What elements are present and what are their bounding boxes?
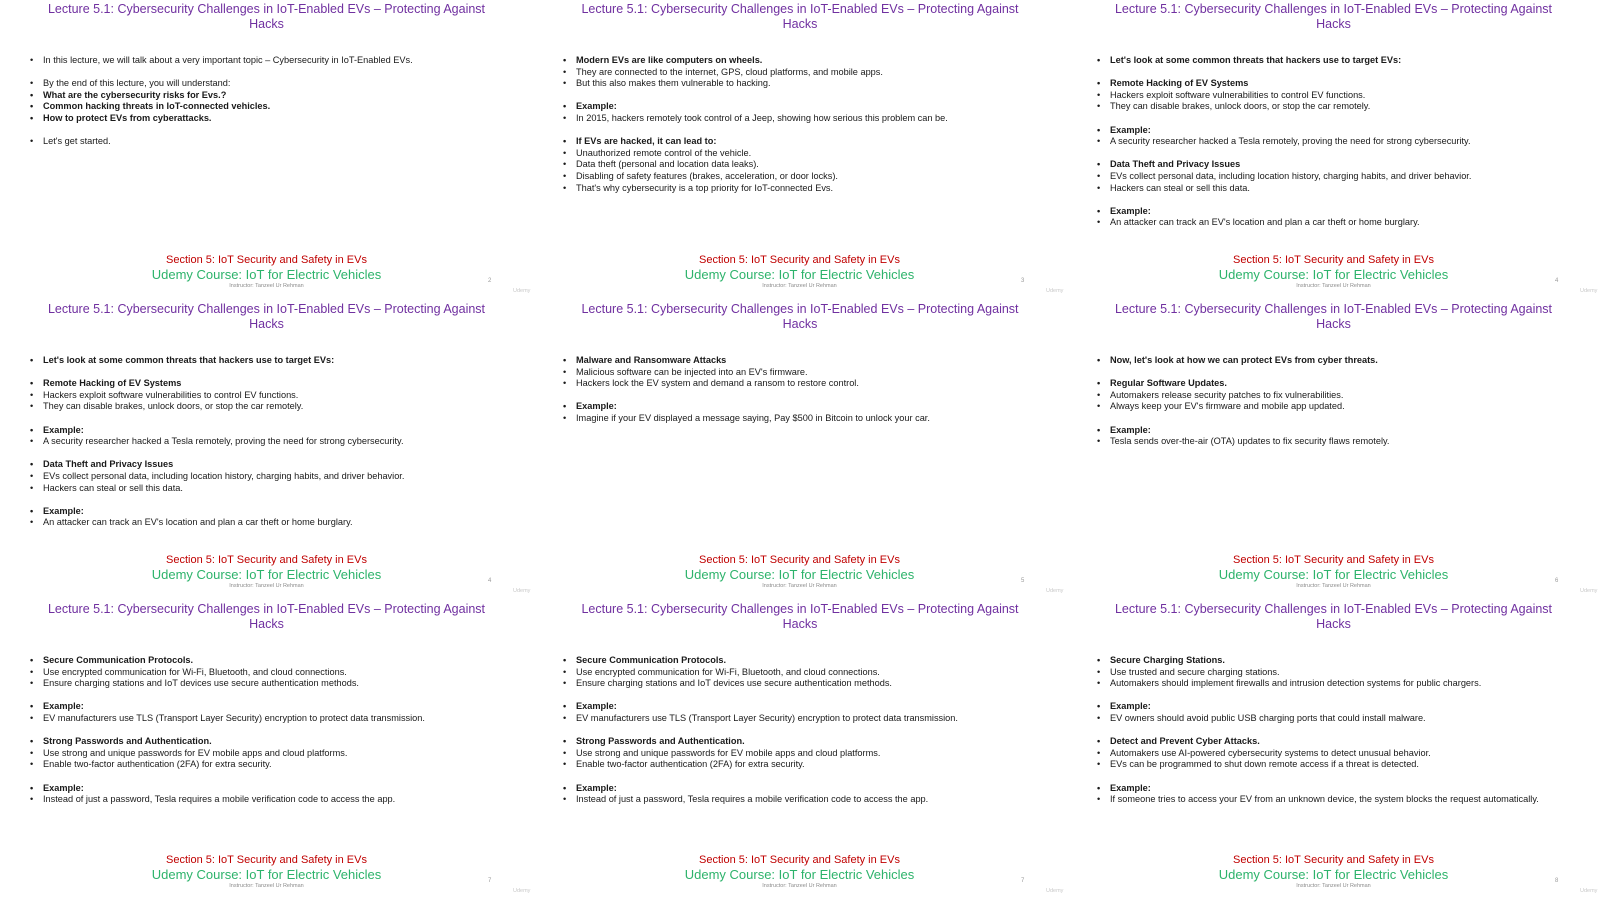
slide-title: Lecture 5.1: Cybersecurity Challenges in IoT-Enabled EVs – Protecting Against Hacks [47,302,486,331]
section-label: Section 5: IoT Security and Safety in EVs [1233,854,1434,866]
course-label: Udemy Course: IoT for Electric Vehicles [1218,567,1449,582]
slide-footer [0,854,533,890]
instructor-label: Instructor: Tanzeel Ur Rehman [229,283,304,289]
bullet-item: • Let's look at some common threats that hackers use to target EVs: [30,355,529,367]
bullet-item: • But this also makes them vulnerable to hacking. [563,78,1063,90]
bullet-item: • EVs collect personal data, including location history, charging habits, and driver behavior. [30,471,529,483]
bullet-item: • They are connected to the internet, GPS, cloud platforms, and mobile apps. [563,67,1063,79]
bullet-item: • Example: [563,783,1063,795]
bullet-item: • Unauthorized remote control of the vehicle. [563,148,1063,160]
slide-thumbnail-6[interactable] [1067,300,1600,600]
bullet-item: • Example: [1097,425,1596,437]
bullet-item: • A security researcher hacked a Tesla remotely, proving the need for strong cybersecurity. [30,436,529,448]
bullet-item: • Use encrypted communication for Wi-Fi, Bluetooth, and cloud connections. [30,667,529,679]
watermark-label: Udemy [513,888,531,894]
slide-footer [1067,554,1600,590]
bullet-item: • Automakers use AI-powered cybersecurity systems to detect unusual behavior. [1097,748,1596,760]
instructor-label: Instructor: Tanzeel Ur Rehman [1296,583,1371,589]
bullet-item: • Hackers lock the EV system and demand a ransom to restore control. [563,378,1063,390]
bullet-item: • Detect and Prevent Cyber Attacks. [1097,736,1596,748]
slide-footer [533,254,1066,290]
bullet-item: • What are the cybersecurity risks for Evs.? [30,90,529,102]
bullet-item: • Use strong and unique passwords for EV mobile apps and cloud platforms. [563,748,1063,760]
bullet-item: • Malicious software can be injected into an EV's firmware. [563,367,1063,379]
bullet-item: • EVs collect personal data, including location history, charging habits, and driver behavior. [1097,171,1596,183]
slide-footer [533,854,1066,890]
bullet-item: • In 2015, hackers remotely took control of a Jeep, showing how serious this problem can be. [563,113,1063,125]
bullet-item: • EVs can be programmed to shut down remote access if a threat is detected. [1097,759,1596,771]
bullet-item: • Enable two-factor authentication (2FA) for extra security. [30,759,529,771]
slide-footer [533,554,1066,590]
slide-thumbnail-8[interactable] [533,600,1067,899]
bullet-item: • Automakers release security patches to fix vulnerabilities. [1097,390,1596,402]
bullet-item: • EV owners should avoid public USB charging ports that could install malware. [1097,713,1596,725]
bullet-item: • Modern EVs are like computers on wheels. [563,55,1063,67]
watermark-label: Udemy [513,288,531,294]
bullet-item: • Let's look at some common threats that hackers use to target EVs: [1097,55,1596,67]
bullet-item: • Regular Software Updates. [1097,378,1596,390]
bullet-item: • Ensure charging stations and IoT devices use secure authentication methods. [563,678,1063,690]
bullet-item: • An attacker can track an EV's location and plan a car theft or home burglary. [30,517,529,529]
bullet-item: • Strong Passwords and Authentication. [30,736,529,748]
bullet-item: • That's why cybersecurity is a top priority for IoT-connected Evs. [563,183,1063,195]
slide-footer [0,554,533,590]
bullet-item: • If EVs are hacked, it can lead to: [563,136,1063,148]
slide-thumbnail-5[interactable] [533,300,1067,600]
instructor-label: Instructor: Tanzeel Ur Rehman [1296,283,1371,289]
bullet-item: • Always keep your EV's firmware and mobile app updated. [1097,401,1596,413]
bullet-item: • Example: [563,701,1063,713]
slide-number: 8 [1555,878,1559,884]
bullet-item: • Strong Passwords and Authentication. [563,736,1063,748]
instructor-label: Instructor: Tanzeel Ur Rehman [762,283,837,289]
bullet-item: • Data Theft and Privacy Issues [30,459,529,471]
slide-bullet-list [563,355,1063,425]
bullet-item: • Remote Hacking of EV Systems [1097,78,1596,90]
bullet-item: • An attacker can track an EV's location and plan a car theft or home burglary. [1097,217,1596,229]
slide-number: 2 [488,278,492,284]
instructor-label: Instructor: Tanzeel Ur Rehman [229,583,304,589]
bullet-item: • Automakers should implement firewalls and intrusion detection systems for public chargers. [1097,678,1596,690]
bullet-item: • Example: [1097,783,1596,795]
bullet-item: • Enable two-factor authentication (2FA) for extra security. [563,759,1063,771]
slide-title: Lecture 5.1: Cybersecurity Challenges in IoT-Enabled EVs – Protecting Against Hacks [581,2,1019,31]
instructor-label: Instructor: Tanzeel Ur Rehman [762,883,837,889]
bullet-item: • Use encrypted communication for Wi-Fi, Bluetooth, and cloud connections. [563,667,1063,679]
bullet-item: • In this lecture, we will talk about a very important topic – Cybersecurity in IoT-Enabled EVs. [30,55,529,67]
slide-title: Lecture 5.1: Cybersecurity Challenges in IoT-Enabled EVs – Protecting Against Hacks [1114,602,1553,631]
bullet-item: • They can disable brakes, unlock doors, or stop the car remotely. [1097,101,1596,113]
bullet-item: • Example: [30,783,529,795]
bullet-item: • Hackers exploit software vulnerabilities to control EV functions. [1097,90,1596,102]
slide-number: 7 [488,878,492,884]
slide-footer [1067,254,1600,290]
slide-bullet-list [30,655,529,806]
watermark-label: Udemy [1046,288,1064,294]
watermark-label: Udemy [1580,888,1598,894]
bullet-item: • Example: [30,425,529,437]
slide-footer [1067,854,1600,890]
bullet-item: • Example: [1097,125,1596,137]
bullet-item: • Tesla sends over-the-air (OTA) updates to fix security flaws remotely. [1097,436,1596,448]
bullet-item: • Example: [563,101,1063,113]
watermark-label: Udemy [513,588,531,594]
bullet-item: • Instead of just a password, Tesla requires a mobile verification code to access the app. [563,794,1063,806]
slide-title: Lecture 5.1: Cybersecurity Challenges in IoT-Enabled EVs – Protecting Against Hacks [47,602,486,631]
slide-number: 7 [1021,878,1025,884]
slide-bullet-list [563,55,1063,194]
slide-number: 4 [1555,278,1559,284]
slide-title: Lecture 5.1: Cybersecurity Challenges in IoT-Enabled EVs – Protecting Against Hacks [1114,302,1553,331]
section-label: Section 5: IoT Security and Safety in EVs [166,254,367,266]
bullet-item: • Example: [30,701,529,713]
bullet-item: • Ensure charging stations and IoT devices use secure authentication methods. [30,678,529,690]
slide-footer [0,254,533,290]
course-label: Udemy Course: IoT for Electric Vehicles [151,567,382,582]
slide-title: Lecture 5.1: Cybersecurity Challenges in IoT-Enabled EVs – Protecting Against Hacks [581,602,1019,631]
bullet-item: • EV manufacturers use TLS (Transport Layer Security) encryption to protect data transmission. [30,713,529,725]
section-label: Section 5: IoT Security and Safety in EVs [699,554,900,566]
course-label: Udemy Course: IoT for Electric Vehicles [1218,267,1449,282]
bullet-item: • Example: [563,401,1063,413]
bullet-item: • Use strong and unique passwords for EV mobile apps and cloud platforms. [30,748,529,760]
section-label: Section 5: IoT Security and Safety in EVs [1233,554,1434,566]
bullet-item: • EV manufacturers use TLS (Transport Layer Security) encryption to protect data transmission. [563,713,1063,725]
instructor-label: Instructor: Tanzeel Ur Rehman [762,583,837,589]
slide-title: Lecture 5.1: Cybersecurity Challenges in IoT-Enabled EVs – Protecting Against Hacks [1114,2,1553,31]
instructor-label: Instructor: Tanzeel Ur Rehman [229,883,304,889]
watermark-label: Udemy [1580,588,1598,594]
bullet-item: • Data Theft and Privacy Issues [1097,159,1596,171]
slide-number: 6 [1555,578,1559,584]
bullet-item: • Secure Communication Protocols. [30,655,529,667]
bullet-item: • Secure Charging Stations. [1097,655,1596,667]
bullet-item: • Secure Communication Protocols. [563,655,1063,667]
section-label: Section 5: IoT Security and Safety in EVs [699,254,900,266]
bullet-item: • Use trusted and secure charging stations. [1097,667,1596,679]
bullet-item: • Hackers can steal or sell this data. [1097,183,1596,195]
slide-thumbnail-4[interactable] [0,300,533,600]
watermark-label: Udemy [1046,888,1064,894]
bullet-item: • Remote Hacking of EV Systems [30,378,529,390]
slide-bullet-list [30,55,529,148]
watermark-label: Udemy [1046,588,1064,594]
bullet-item: • By the end of this lecture, you will understand: [30,78,529,90]
bullet-item: • Instead of just a password, Tesla requires a mobile verification code to access the app. [30,794,529,806]
bullet-item: • They can disable brakes, unlock doors, or stop the car remotely. [30,401,529,413]
bullet-item: • Example: [30,506,529,518]
slide-number: 5 [1021,578,1025,584]
watermark-label: Udemy [1580,288,1598,294]
bullet-item: • If someone tries to access your EV from an unknown device, the system blocks the request automatically. [1097,794,1596,806]
course-label: Udemy Course: IoT for Electric Vehicles [151,267,382,282]
slide-bullet-list [1097,655,1596,806]
course-label: Udemy Course: IoT for Electric Vehicles [684,567,915,582]
slide-thumbnail-7[interactable] [0,600,533,899]
instructor-label: Instructor: Tanzeel Ur Rehman [1296,883,1371,889]
slide-bullet-list [1097,355,1596,448]
bullet-item: • Now, let's look at how we can protect EVs from cyber threats. [1097,355,1596,367]
slide-thumbnail-1[interactable] [0,0,533,300]
bullet-item: • Hackers can steal or sell this data. [30,483,529,495]
bullet-item: • Disabling of safety features (brakes, acceleration, or door locks). [563,171,1063,183]
bullet-item: • Example: [1097,206,1596,218]
slide-bullet-list [563,655,1063,806]
slide-bullet-list [30,355,529,529]
section-label: Section 5: IoT Security and Safety in EVs [166,854,367,866]
section-label: Section 5: IoT Security and Safety in EVs [1233,254,1434,266]
slide-bullet-list [1097,55,1596,229]
slide-title: Lecture 5.1: Cybersecurity Challenges in IoT-Enabled EVs – Protecting Against Hacks [47,2,486,31]
section-label: Section 5: IoT Security and Safety in EVs [166,554,367,566]
slide-title: Lecture 5.1: Cybersecurity Challenges in IoT-Enabled EVs – Protecting Against Hacks [581,302,1019,331]
bullet-item: • Imagine if your EV displayed a message saying, Pay $500 in Bitcoin to unlock your car. [563,413,1063,425]
slide-number: 3 [1021,278,1025,284]
bullet-item: • Example: [1097,701,1596,713]
slide-thumbnail-2[interactable] [533,0,1067,300]
bullet-item: • Let's get started. [30,136,529,148]
bullet-item: • How to protect EVs from cyberattacks. [30,113,529,125]
course-label: Udemy Course: IoT for Electric Vehicles [151,867,382,882]
bullet-item: • Hackers exploit software vulnerabilities to control EV functions. [30,390,529,402]
slide-thumbnail-3[interactable] [1067,0,1600,300]
bullet-item: • A security researcher hacked a Tesla remotely, proving the need for strong cybersecurity. [1097,136,1596,148]
bullet-item: • Malware and Ransomware Attacks [563,355,1063,367]
section-label: Section 5: IoT Security and Safety in EVs [699,854,900,866]
bullet-item: • Common hacking threats in IoT-connected vehicles. [30,101,529,113]
course-label: Udemy Course: IoT for Electric Vehicles [684,267,915,282]
slide-number: 4 [488,578,492,584]
course-label: Udemy Course: IoT for Electric Vehicles [1218,867,1449,882]
course-label: Udemy Course: IoT for Electric Vehicles [684,867,915,882]
bullet-item: • Data theft (personal and location data leaks). [563,159,1063,171]
slide-thumbnail-9[interactable] [1067,600,1600,899]
